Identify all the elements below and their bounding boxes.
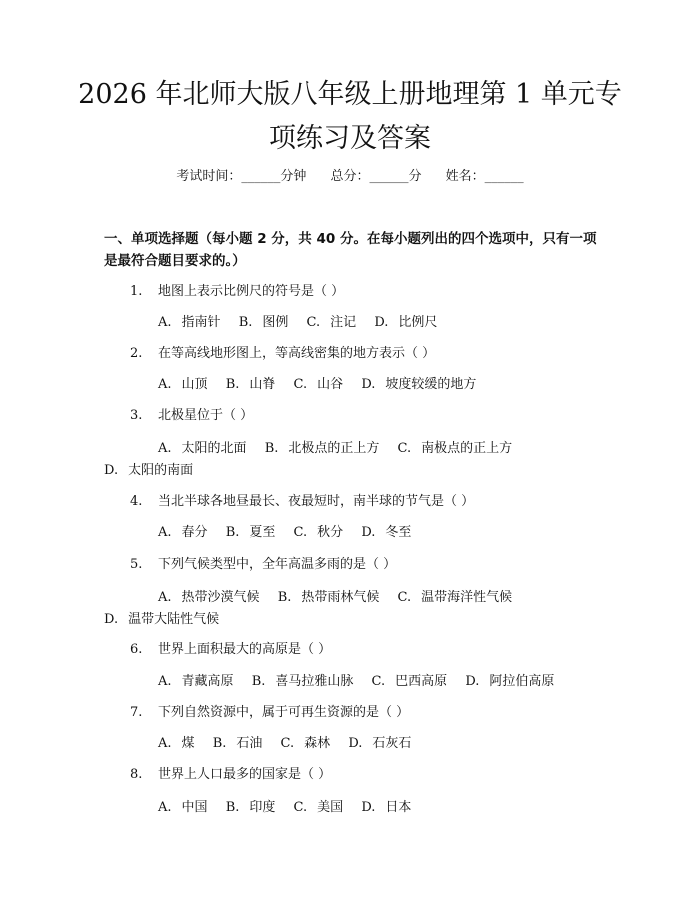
question-options [104, 312, 599, 334]
question-stem [130, 766, 331, 784]
question-text: 在等高线地形图上，等高线密集的地方表示（ ） [158, 346, 436, 361]
exam-time-field: 考试时间：______分钟 [176, 169, 307, 184]
option-b: B. 喜马拉雅山脉 [251, 674, 354, 689]
question-options [104, 671, 599, 693]
option-b: B. 山脊 [225, 377, 276, 392]
question-text: 当北半球各地昼最长、夜最短时，南半球的节气是（ ） [158, 494, 475, 509]
option-a: A. 煤 [158, 736, 195, 751]
option-d: D. 太阳的南面 [104, 463, 194, 478]
option-a: A. 中国 [158, 800, 208, 815]
page-title-line-1: 2026 年北师大版八年级上册地理第 1 单元专 [78, 79, 622, 110]
option-b: B. 夏至 [225, 525, 276, 540]
section-header: 一、单项选择题（每小题 2 分，共 40 分。在每小题列出的四个选项中，只有一项是最符合题目要求的。） [104, 231, 597, 269]
option-c: C. 美国 [293, 800, 344, 815]
option-c: C. 注记 [306, 315, 357, 330]
question-text: 下列自然资源中，属于可再生资源的是（ ） [158, 705, 410, 720]
option-b: B. 图例 [238, 315, 289, 330]
question-stem [130, 704, 409, 722]
option-b: B. 印度 [225, 800, 276, 815]
question-options [104, 374, 599, 396]
question-options [104, 438, 599, 482]
option-d: D. 阿拉伯高原 [465, 674, 555, 689]
question-stem [130, 283, 344, 301]
option-c: C. 南极点的正上方 [397, 441, 513, 456]
question-stem [130, 407, 253, 425]
question-text: 下列气候类型中，全年高温多雨的是（ ） [158, 557, 397, 572]
option-d: D. 日本 [361, 800, 412, 815]
option-a: A. 青藏高原 [158, 674, 234, 689]
page-title-line-2: 项练习及答案 [269, 123, 431, 154]
option-a: A. 山顶 [158, 377, 208, 392]
option-a: A. 春分 [158, 525, 208, 540]
exam-score-field: 总分：______分 [330, 169, 422, 184]
question-options [104, 733, 599, 755]
question-stem [130, 493, 474, 511]
question-number: 5. [130, 557, 143, 572]
option-d: D. 冬至 [361, 525, 412, 540]
exam-name-field: 姓名：______ [445, 169, 524, 184]
question-options [104, 522, 599, 544]
question-number: 8. [130, 767, 143, 782]
option-b: B. 热带雨林气候 [277, 590, 380, 605]
question-stem [130, 345, 435, 363]
option-d: D. 比例尺 [374, 315, 438, 330]
question-options [104, 587, 599, 631]
option-d: D. 温带大陆性气候 [104, 612, 220, 627]
option-a: A. 指南针 [158, 315, 221, 330]
question-text: 地图上表示比例尺的符号是（ ） [158, 284, 345, 299]
question-number: 6. [130, 642, 143, 657]
question-stem [130, 556, 396, 574]
question-stem [130, 641, 331, 659]
question-options [104, 797, 599, 819]
exam-info [0, 168, 700, 186]
question-number: 2. [130, 346, 143, 361]
option-b: B. 石油 [212, 736, 263, 751]
question-number: 3. [130, 408, 143, 423]
question-text: 世界上面积最大的高原是（ ） [158, 642, 332, 657]
option-c: C. 秋分 [293, 525, 344, 540]
option-c: C. 巴西高原 [371, 674, 448, 689]
option-c: C. 山谷 [293, 377, 344, 392]
option-a: A. 热带沙漠气候 [158, 590, 260, 605]
question-number: 1. [130, 284, 143, 299]
question-text: 世界上人口最多的国家是（ ） [158, 767, 332, 782]
option-a: A. 太阳的北面 [158, 441, 247, 456]
option-d: D. 石灰石 [348, 736, 412, 751]
option-d: D. 坡度较缓的地方 [361, 377, 477, 392]
question-number: 4. [130, 494, 143, 509]
option-b: B. 北极点的正上方 [264, 441, 380, 456]
option-c: C. 温带海洋性气候 [397, 590, 513, 605]
option-c: C. 森林 [280, 736, 331, 751]
question-number: 7. [130, 705, 143, 720]
question-text: 北极星位于（ ） [158, 408, 254, 423]
